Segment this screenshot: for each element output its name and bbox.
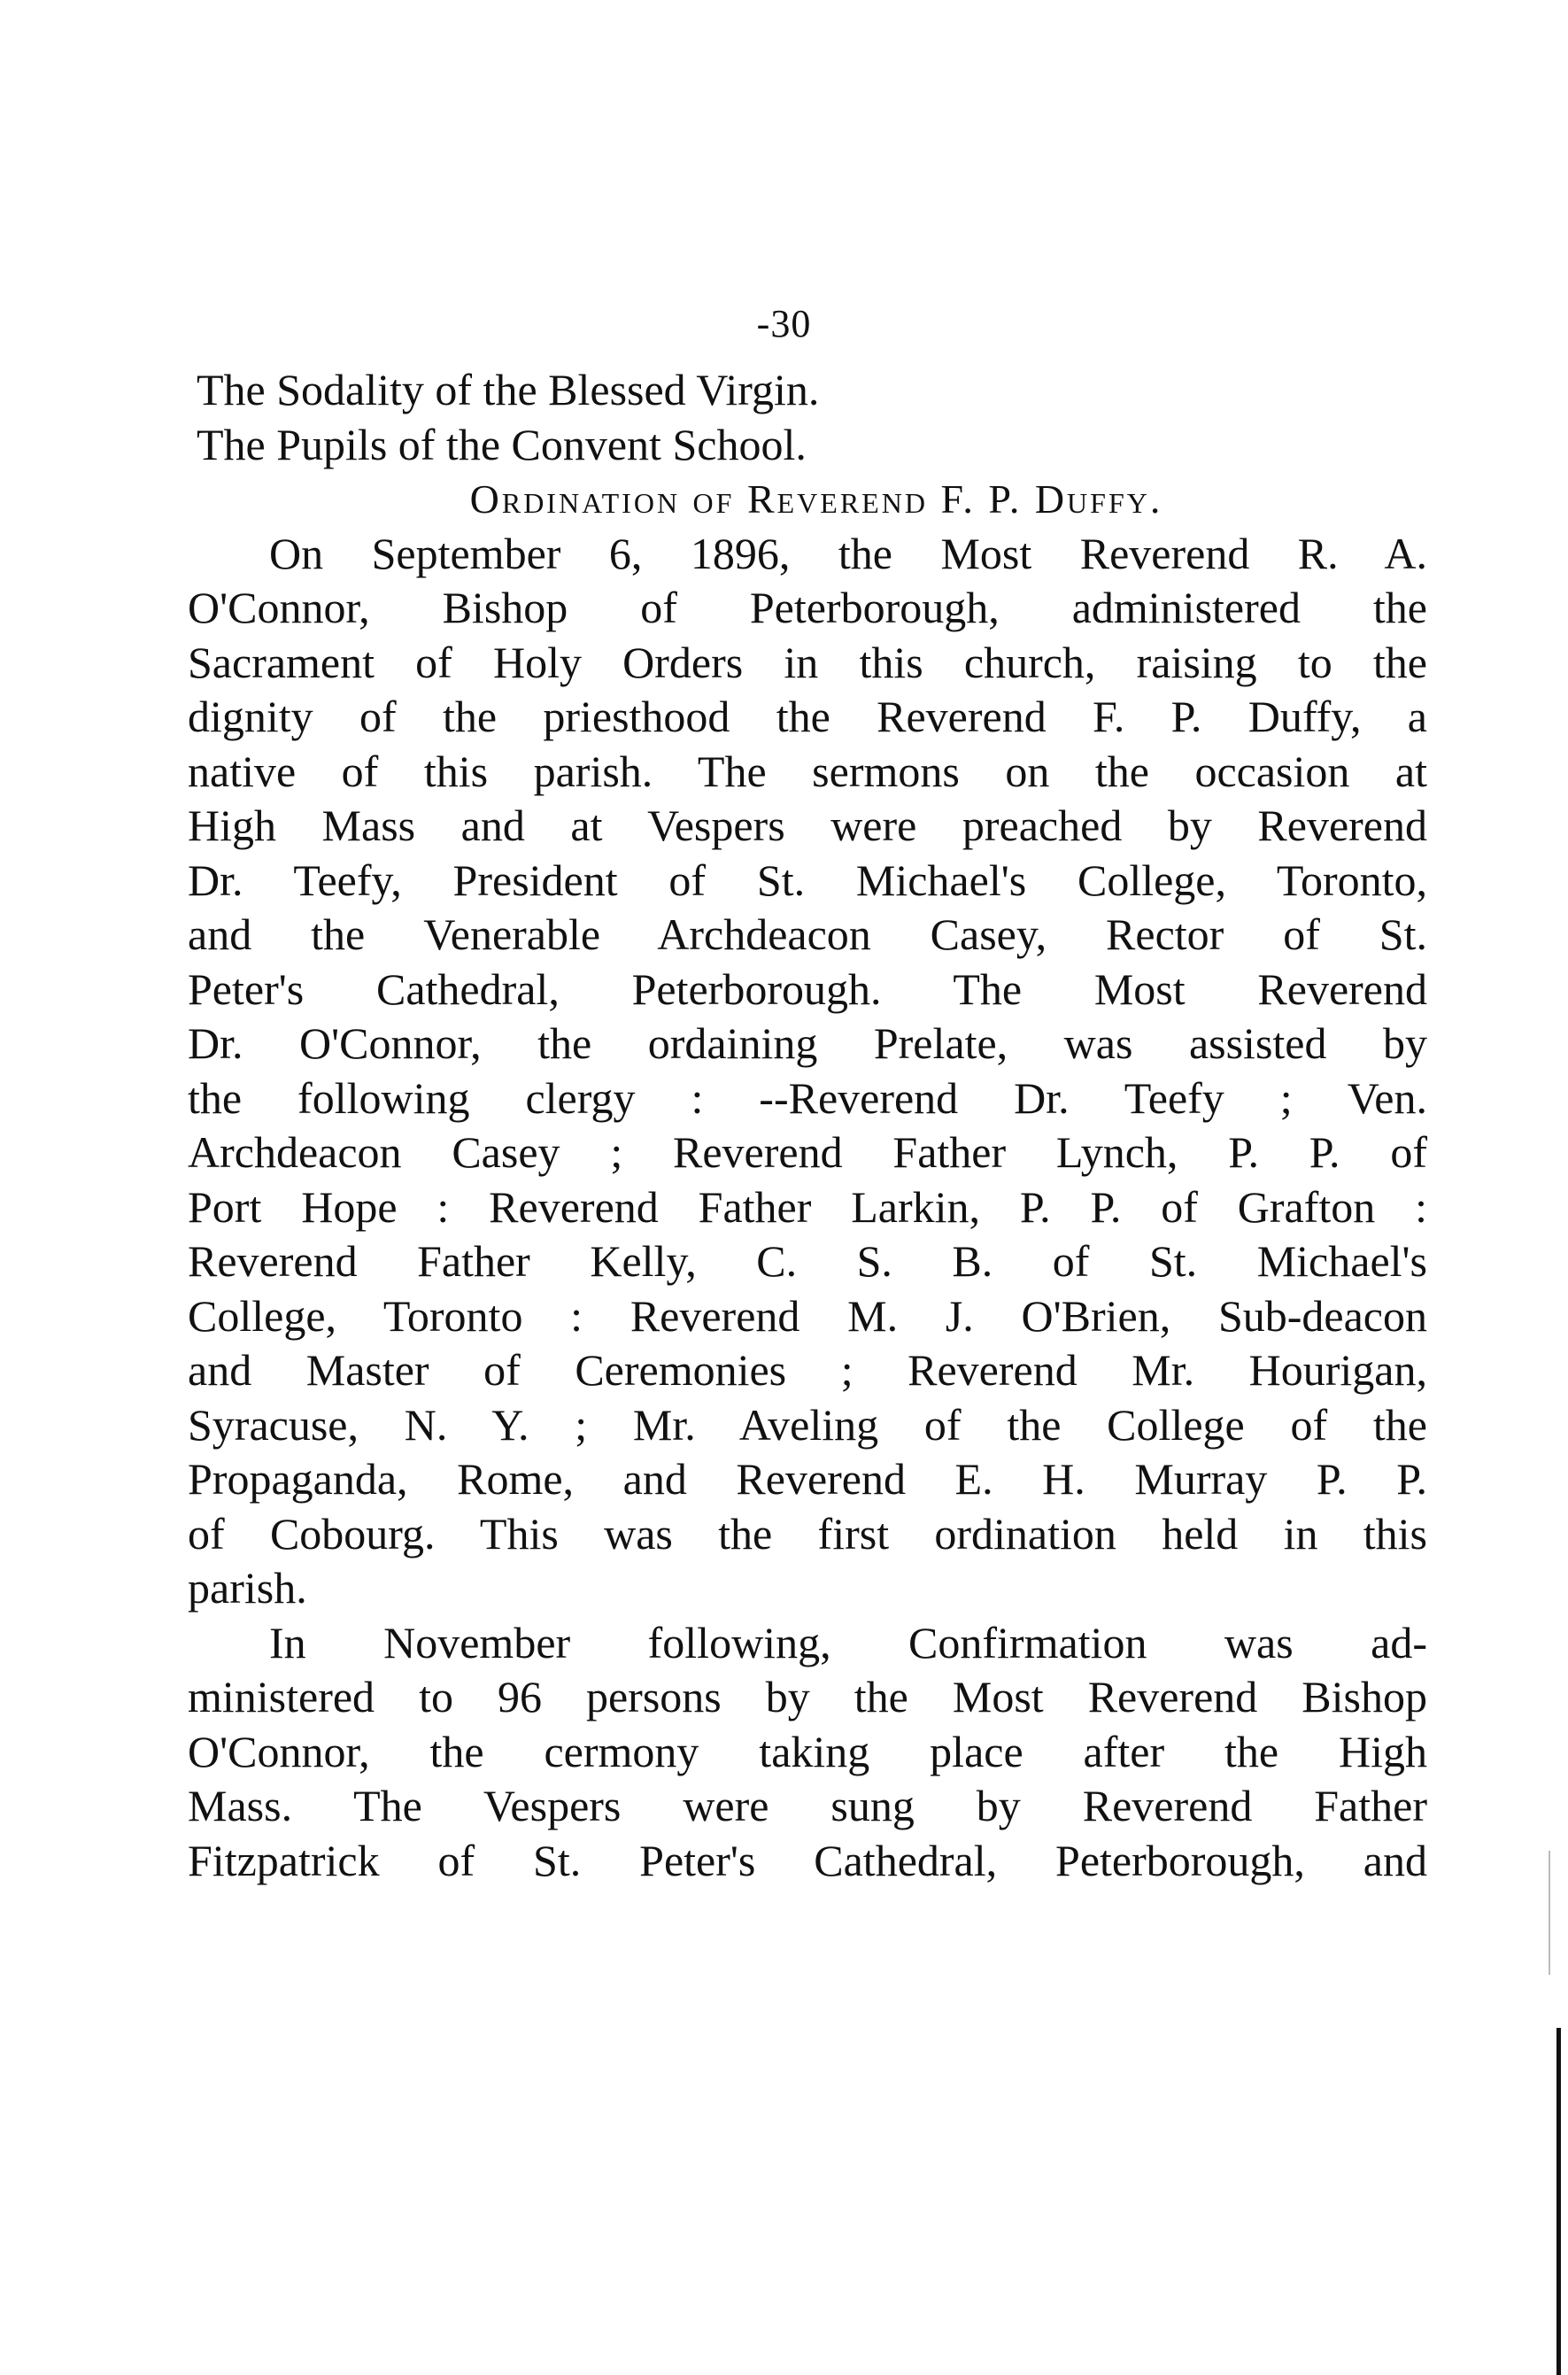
paragraph-line: High Mass and at Vespers were preached by Reverend	[188, 801, 1427, 850]
paragraph-line: In November following, Confirmation was ad-	[269, 1617, 1427, 1667]
paragraph-line: and Master of Ceremonies ; Reverend Mr. Hourigan,	[188, 1345, 1427, 1395]
text-line: The Sodality of the Blessed Virgin.	[197, 365, 820, 414]
scan-edge-mark	[1549, 1851, 1550, 1975]
paragraph-line: Peter's Cathedral, Peterborough. The Most Reverend	[188, 963, 1427, 1014]
paragraph-line: Mass. The Vespers were sung by Reverend Father	[188, 1781, 1427, 1830]
paragraph-line: Port Hope : Reverend Father Larkin, P. P. of Grafton :	[188, 1181, 1427, 1232]
page-number: -30	[756, 302, 812, 345]
paragraph-line: O'Connor, Bishop of Peterborough, administered the	[188, 583, 1427, 632]
paragraph-line: the following clergy : --Reverend Dr. Teefy ; Ven.	[188, 1072, 1427, 1123]
scan-edge-line	[1556, 2028, 1561, 2375]
paragraph-line: Dr. O'Connor, the ordaining Prelate, was assisted by	[188, 1018, 1427, 1068]
paragraph-line: Dr. Teefy, President of St. Michael's College, Toronto,	[188, 855, 1427, 905]
paragraph-line: On September 6, 1896, the Most Reverend R. A.	[269, 528, 1427, 578]
paragraph-line: Fitzpatrick of St. Peter's Cathedral, Peterborough, and	[188, 1835, 1427, 1885]
paragraph-line: Reverend Father Kelly, C. S. B. of St. Michael's	[188, 1236, 1427, 1286]
paragraph-line: ministered to 96 persons by the Most Reverend Bishop	[188, 1672, 1427, 1721]
paragraph-line: Archdeacon Casey ; Reverend Father Lynch, P. P. of	[188, 1127, 1427, 1177]
section-heading: Ordination of Reverend F. P. Duffy.	[469, 476, 1163, 522]
paragraph-line: of Cobourg. This was the first ordination held in this	[188, 1508, 1427, 1559]
page-body	[188, 363, 1427, 1888]
paragraph-line: dignity of the priesthood the Reverend F. P. Duffy, a	[188, 692, 1427, 741]
paragraph-line: and the Venerable Archdeacon Casey, Rector of St.	[188, 909, 1427, 959]
paragraph-line: Propaganda, Rome, and Reverend E. H. Murray P. P.	[188, 1454, 1427, 1504]
paragraph-line: Syracuse, N. Y. ; Mr. Aveling of the College of the	[188, 1399, 1427, 1450]
paragraph-line: parish.	[188, 1563, 307, 1613]
paragraph-line: College, Toronto : Reverend M. J. O'Brien, Sub-deacon	[188, 1290, 1427, 1341]
paragraph-line: native of this parish. The sermons on the occasion at	[188, 746, 1427, 796]
text-line: The Pupils of the Convent School.	[197, 419, 807, 469]
paragraph-line: Sacrament of Holy Orders in this church, raising to the	[188, 637, 1427, 687]
paragraph-line: O'Connor, the cermony taking place after the High	[188, 1726, 1427, 1776]
